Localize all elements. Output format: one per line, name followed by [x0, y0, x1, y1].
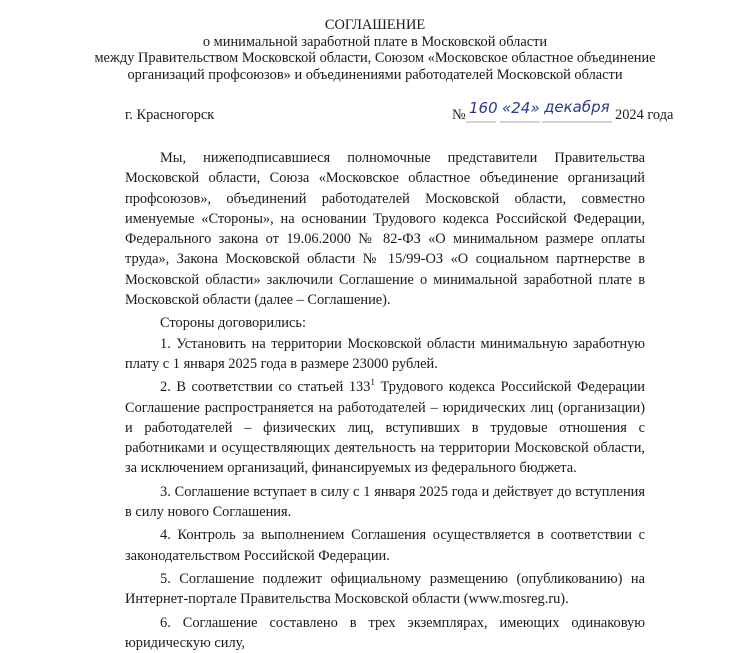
- subtitle-line-3: организаций профсоюзов» и объединениями работодателей Московской области: [127, 66, 623, 83]
- document-number-date: [452, 96, 692, 126]
- item-2-rest: Трудового кодекса Российской Федерации Соглашение распространяется на работодателей – юридических лиц (организации) и работодателей – физических лиц, вступивших в трудовые отношения с работниками и осуществляющих деятельность на территории Московской области, за исключением организаций, финансируемых из федерального бюджета.: [125, 379, 646, 477]
- intro-paragraph: Мы, нижеподписавшиеся полномочные представители Правительства Московской области, Союза «Московское областное объединение организаций профсоюзов», объединений работодателей Московской области, совместно именуемые «Стороны», на основании Трудового кодекса Российской Федерации, Федерального закона от 19.06.2000 № 82-ФЗ «О минимальном размере оплаты труда», Закона Московской области № 15/99-ОЗ «О социальном партнерстве в Московской области» заключили Соглашение о минимальной заработной плате в Московской области (далее – Соглашение).: [125, 150, 645, 309]
- item-4: 4. Контроль за выполнением Соглашения осуществляется в соответствии с законодательством Российской Федерации.: [125, 527, 645, 564]
- subtitle-line-1: о минимальной заработной плате в Московской области: [202, 33, 548, 50]
- subtitle-line-2: между Правительством Московской области, Союзом «Московское областное объединение: [94, 50, 656, 66]
- document-body: [125, 148, 645, 653]
- item-1: 1. Установить на территории Московской области минимальную заработную плату с 1 января 2025 года в размере 23000 рублей.: [125, 335, 645, 372]
- item-6: 6. Соглашение составлено в трех экземплярах, имеющих одинаковую юридическую силу,: [125, 614, 645, 651]
- item-2: [125, 377, 645, 478]
- article-superscript: 1: [370, 377, 375, 388]
- item-3: 3. Соглашение вступает в силу с 1 января 2025 года и действует до вступления в силу нового Соглашения.: [125, 483, 645, 521]
- item-2-start: 2. В соответствии со статьей 133: [160, 379, 371, 396]
- year-text: 2024 года: [615, 107, 674, 123]
- handwritten-day: «24»: [502, 99, 540, 117]
- handwritten-number: 160: [469, 99, 498, 117]
- document-header: [0, 17, 750, 83]
- fill-in-underlines: [452, 96, 692, 126]
- place-of-signing: г. Красногорск: [125, 107, 215, 123]
- item-5: 5. Соглашение подлежит официальному размещению (опубликованию) на Интернет-портале Правительства Московской области (www.mosreg.ru).: [125, 570, 645, 608]
- agreed-line: Стороны договорились:: [160, 315, 306, 332]
- handwritten-month: декабря: [544, 98, 610, 116]
- number-prefix: №: [452, 107, 466, 123]
- document-title: СОГЛАШЕНИЕ: [324, 17, 426, 33]
